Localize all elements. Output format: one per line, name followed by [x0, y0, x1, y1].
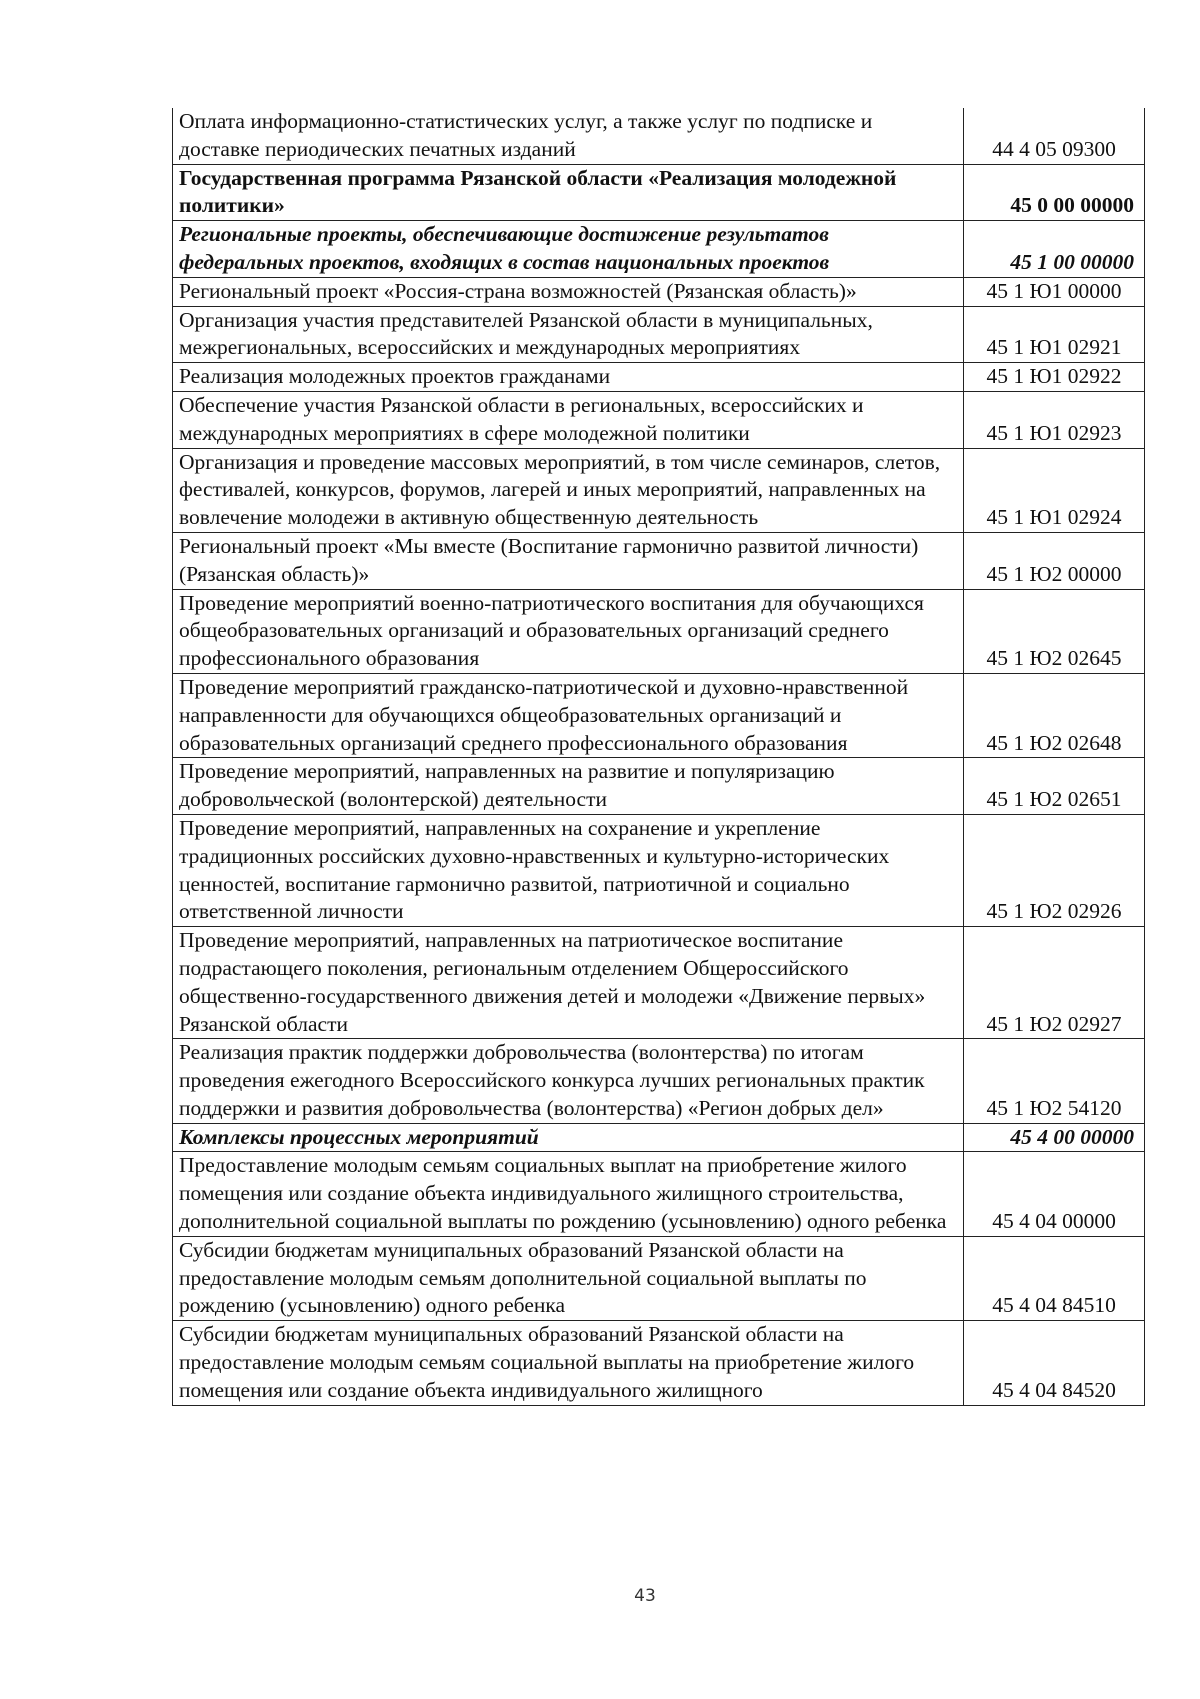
row-name: Проведение мероприятий, направленных на патриотическое воспитание подрастающего поколения, региональным отделением Общероссийского общественно-государственного движения детей и молодежи «Движение первых» Рязанской области	[173, 927, 964, 1039]
row-name: Реализация молодежных проектов гражданами	[173, 363, 964, 392]
row-name: Государственная программа Рязанской области «Реализация молодежной политики»	[173, 164, 964, 221]
row-name: Организация участия представителей Рязанской области в муниципальных, межрегиональных, всероссийских и международных мероприятиях	[173, 306, 964, 363]
row-code: 45 1 Ю2 54120	[964, 1039, 1145, 1123]
table-row	[173, 164, 1145, 221]
row-code: 45 1 Ю2 02648	[964, 673, 1145, 757]
table-row	[173, 673, 1145, 757]
row-code: 45 1 Ю1 02924	[964, 448, 1145, 532]
table-row	[173, 1039, 1145, 1123]
row-name: Проведение мероприятий военно-патриотического воспитания для обучающихся общеобразовательных организаций и образовательных организаций среднего профессионального образования	[173, 589, 964, 673]
budget-classification-table	[172, 108, 1145, 1406]
table-row	[173, 448, 1145, 532]
row-code: 45 1 Ю2 00000	[964, 532, 1145, 589]
row-code: 45 1 Ю1 00000	[964, 277, 1145, 306]
row-code: 45 4 00 00000	[964, 1123, 1145, 1152]
row-name: Организация и проведение массовых мероприятий, в том числе семинаров, слетов, фестивалей, конкурсов, форумов, лагерей и иных мероприятий, направленных на вовлечение молодежи в активную общественную деятельность	[173, 448, 964, 532]
row-code: 45 1 Ю1 02921	[964, 306, 1145, 363]
row-name: Предоставление молодым семьям социальных выплат на приобретение жилого помещения или создание объекта индивидуального жилищного строительства, дополнительной социальной выплаты по рождению (усыновлению) одного ребенка	[173, 1152, 964, 1236]
row-name: Региональные проекты, обеспечивающие достижение результатов федеральных проектов, входящих в состав национальных проектов	[173, 221, 964, 278]
table-row	[173, 1321, 1145, 1405]
page-number: 43	[634, 1586, 656, 1606]
row-code: 45 1 Ю1 02923	[964, 391, 1145, 448]
table-row	[173, 391, 1145, 448]
table-row	[173, 363, 1145, 392]
row-name: Комплексы процессных мероприятий	[173, 1123, 964, 1152]
table-row	[173, 1152, 1145, 1236]
table-row	[173, 1123, 1145, 1152]
row-code: 45 4 04 84510	[964, 1236, 1145, 1320]
row-code: 45 1 Ю2 02645	[964, 589, 1145, 673]
table-row	[173, 1236, 1145, 1320]
row-code: 45 1 Ю2 02927	[964, 927, 1145, 1039]
table-row	[173, 814, 1145, 926]
row-name: Проведение мероприятий гражданско-патриотической и духовно-нравственной направленности для обучающихся общеобразовательных организаций и образовательных организаций среднего профессионального образования	[173, 673, 964, 757]
table-row	[173, 532, 1145, 589]
row-name: Проведение мероприятий, направленных на сохранение и укрепление традиционных российских духовно-нравственных и культурно-исторических ценностей, воспитание гармонично развитой, патриотичной и социально ответственной личности	[173, 814, 964, 926]
row-name: Региональный проект «Россия-страна возможностей (Рязанская область)»	[173, 277, 964, 306]
row-name: Субсидии бюджетам муниципальных образований Рязанской области на предоставление молодым семьям социальной выплаты на приобретение жилого помещения или создание объекта индивидуального жилищного	[173, 1321, 964, 1405]
row-code: 45 1 Ю2 02651	[964, 758, 1145, 815]
row-code: 45 4 04 84520	[964, 1321, 1145, 1405]
row-name: Проведение мероприятий, направленных на развитие и популяризацию добровольческой (волонтерской) деятельности	[173, 758, 964, 815]
row-code: 45 1 Ю1 02922	[964, 363, 1145, 392]
row-code: 45 4 04 00000	[964, 1152, 1145, 1236]
row-name: Региональный проект «Мы вместе (Воспитание гармонично развитой личности) (Рязанская область)»	[173, 532, 964, 589]
table-row	[173, 927, 1145, 1039]
row-name: Реализация практик поддержки добровольчества (волонтерства) по итогам проведения ежегодного Всероссийского конкурса лучших региональных практик поддержки и развития добровольчества (волонтерства) «Регион добрых дел»	[173, 1039, 964, 1123]
row-code: 44 4 05 09300	[964, 108, 1145, 164]
row-name: Обеспечение участия Рязанской области в региональных, всероссийских и международных мероприятиях в сфере молодежной политики	[173, 391, 964, 448]
table-row	[173, 108, 1145, 164]
table-row	[173, 306, 1145, 363]
table-row	[173, 589, 1145, 673]
table-row	[173, 277, 1145, 306]
row-code: 45 1 00 00000	[964, 221, 1145, 278]
row-code: 45 1 Ю2 02926	[964, 814, 1145, 926]
row-name: Оплата информационно-статистических услуг, а также услуг по подписке и доставке периодических печатных изданий	[173, 108, 964, 164]
table-row	[173, 221, 1145, 278]
table-row	[173, 758, 1145, 815]
row-code: 45 0 00 00000	[964, 164, 1145, 221]
row-name: Субсидии бюджетам муниципальных образований Рязанской области на предоставление молодым семьям дополнительной социальной выплаты по рождению (усыновлению) одного ребенка	[173, 1236, 964, 1320]
